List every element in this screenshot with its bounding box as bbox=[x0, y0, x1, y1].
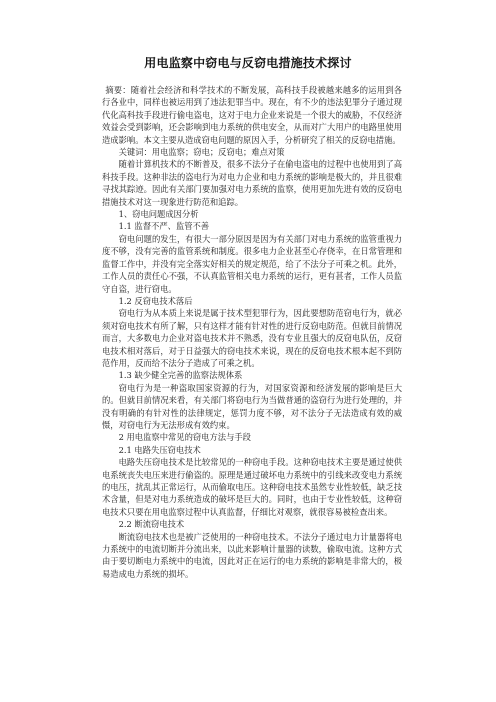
subsection-heading: 2.2 断流窃电技术 bbox=[118, 519, 185, 530]
subsection-heading: 1.2 反窃电技术落后 bbox=[118, 295, 193, 306]
section-heading: 2 用电监察中常见的窃电方法与手段 bbox=[118, 432, 251, 443]
subsection-heading: 1.1 监督不严、监管不善 bbox=[118, 221, 210, 232]
body-paragraph: 断流窃电技术也是被广泛使用的一种窃电技术。不法分子通过电力计量器将电力系统中的电流切断并分流出来，以此来影响计量器的读数，偷取电流。这种方式由于要切断电力系统中的电流，因此对正在运行的电力系统的影响是非常大的，极易造成电力系统的损坏。 bbox=[102, 531, 402, 579]
document-body bbox=[102, 84, 402, 580]
body-paragraph: 窃电行为从本质上来说是属于技术型犯罪行为，因此要想防范窃电行为，就必须对窃电技术有所了解，只有这样才能有针对性的进行反窃电防范。但就目前情况而言，大多数电力企业对盗电技术并不熟悉，没有专业且强大的反窃电队伍，反窃电技术相对落后，对于日益强大的窃电技术来说，现在的反窃电技术根本起不到防范作用，反而给不法分子造成了可乘之机。 bbox=[102, 308, 402, 368]
body-paragraph: 窃电行为是一种盗取国家资源的行为，对国家资源和经济发展的影响是巨大的。但就目前情况来看，有关部门将窃电行为当做普通的盗窃行为进行处理的，并没有明确的有针对性的法律规定，惩罚力度不够，对不法分子无法造成有效的威慑，对窃电行为无法形成有效约束。 bbox=[102, 382, 402, 430]
subsection-heading: 1.3 缺少健全完善的监察法规体系 bbox=[118, 370, 243, 381]
section-heading: 1、窃电问题成因分析 bbox=[118, 209, 199, 220]
document-title: 用电监察中窃电与反窃电措施技术探讨 bbox=[144, 56, 352, 70]
subsection-heading: 2.1 电路失压窃电技术 bbox=[118, 444, 201, 455]
body-paragraph: 关键词：用电监察；窃电；反窃电；难点对策 bbox=[118, 147, 285, 158]
body-paragraph: 窃电问题的发生，有很大一部分原因是因为有关部门对电力系统的监管重视力度不够，没有完善的监管系统和制度。很多电力企业甚至心存侥幸，在日常管理和监督工作中，并没有完全落实好相关的规定规范，给了不法分子可乘之机。此外，工作人员的责任心不强，不认真监管相关电力系统的运行，更有甚者，工作人员监守自盗，进行窃电。 bbox=[102, 233, 402, 294]
abstract-paragraph: 摘要：随着社会经济和科学技术的不断发展，高科技手段被越来越多的运用到各行各业中，同样也被运用到了违法犯罪当中。现在，有不少的违法犯罪分子通过现代化高科技手段进行偷电盗电，这对于电力企业来说是一个很大的威胁，不仅经济效益会受到影响，还会影响到电力系统的供电安全，从而对广大用户的电路里使用造成影响。本文主要从造成窃电问题的原因入手，分析研究了相关的反窃电措施。 bbox=[102, 85, 402, 145]
body-paragraph: 电路失压窃电技术是比较常见的一种窃电手段。这种窃电技术主要是通过使供电系统丧失电压来进行偷盗的。原理是通过破坏电力系统中的引线来改变电力系统的电压，扰乱其正常运行，从而偷取电压。这种窃电技术虽然专业性较低，缺乏技术含量，但是对电力系统造成的破坏是巨大的。同时，也由于专业性较低，这种窃电技术只要在用电监察过程中认真监督，仔细比对观察，就很容易被检查出来。 bbox=[102, 457, 402, 517]
body-paragraph: 随着计算机技术的不断普及，很多不法分子在偷电盗电的过程中也使用到了高科技手段。这种非法的盗电行为对电力企业和电力系统的影响是极大的，并且很难寻找其踪迹。因此有关部门要加强对电力系统的监察，使用更加先进有效的反窃电措施技术对这一现象进行防范和追踪。 bbox=[102, 159, 402, 207]
